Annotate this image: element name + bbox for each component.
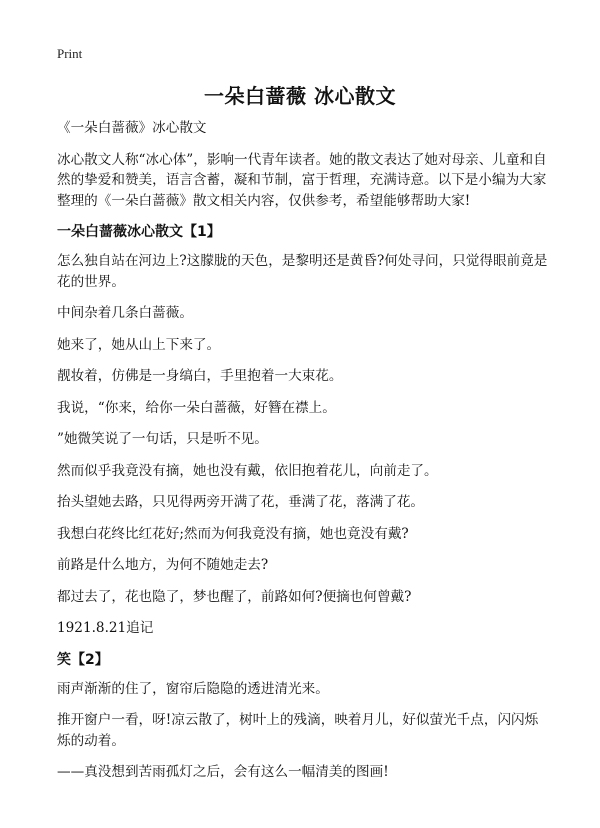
- paragraph: 抬头望她去路，只见得两旁开满了花，垂满了花，落满了花。: [57, 494, 425, 510]
- article-subtitle: 《一朵白蔷薇》冰心散文: [57, 120, 207, 136]
- paragraph: 我想白花终比红花好;然而为何我竟没有摘，她也竟没有戴?: [57, 525, 409, 542]
- paragraph: 都过去了，花也隐了，梦也醒了，前路如何?便摘也何曾戴?: [57, 588, 412, 605]
- paragraph: 怎么独自站在河边上?这朦胧的天色，是黎明还是黄昏?何处寻问，只觉得眼前竟是花的世界。: [57, 253, 548, 290]
- print-link[interactable]: Print: [57, 46, 83, 61]
- section-heading-1: 一朵白蔷薇冰心散文【1】: [57, 224, 221, 240]
- paragraph: ”她微笑说了一句话，只是听不见。: [57, 431, 268, 447]
- page-title: 一朵白蔷薇 冰心散文: [204, 84, 396, 108]
- paragraph: 中间杂着几条白蔷薇。: [57, 305, 193, 321]
- paragraph: 我说，“你来，给你一朵白蔷薇，好簪在襟上。: [57, 399, 336, 416]
- paragraph: 推开窗户一看，呀!凉云散了，树叶上的残滴，映着月儿，好似萤光千点，闪闪烁烁的动着。: [57, 712, 539, 749]
- article-summary: 冰心散文人称“冰心体”，影响一代青年读者。她的散文表达了她对母亲、儿童和自然的挚爱和赞美，语言含蓄，凝和节制，富于哲理，充满诗意。以下是小编为大家整理的《一朵白蔷薇》散文相关内容，仅供参考，希望能够帮助大家!: [57, 151, 547, 209]
- paragraph: 前路是什么地方，为何不随她走去?: [57, 557, 269, 573]
- article-body: [57, 118, 549, 794]
- date-note: 1921.8.21追记: [57, 620, 154, 636]
- paragraph: 然而似乎我竟没有摘，她也没有戴，依旧抱着花儿，向前走了。: [57, 462, 438, 479]
- section-heading-2: 笑【2】: [57, 651, 109, 668]
- paragraph: 她来了，她从山上下来了。: [57, 336, 221, 353]
- paragraph: 靓妆着，仿佛是一身缟白，手里抱着一大束花。: [57, 368, 343, 384]
- paragraph: 雨声渐渐的住了，窗帘后隐隐的透进清光来。: [57, 680, 329, 697]
- paragraph: ——真没想到苦雨孤灯之后，会有这么一幅清美的图画!: [57, 764, 389, 780]
